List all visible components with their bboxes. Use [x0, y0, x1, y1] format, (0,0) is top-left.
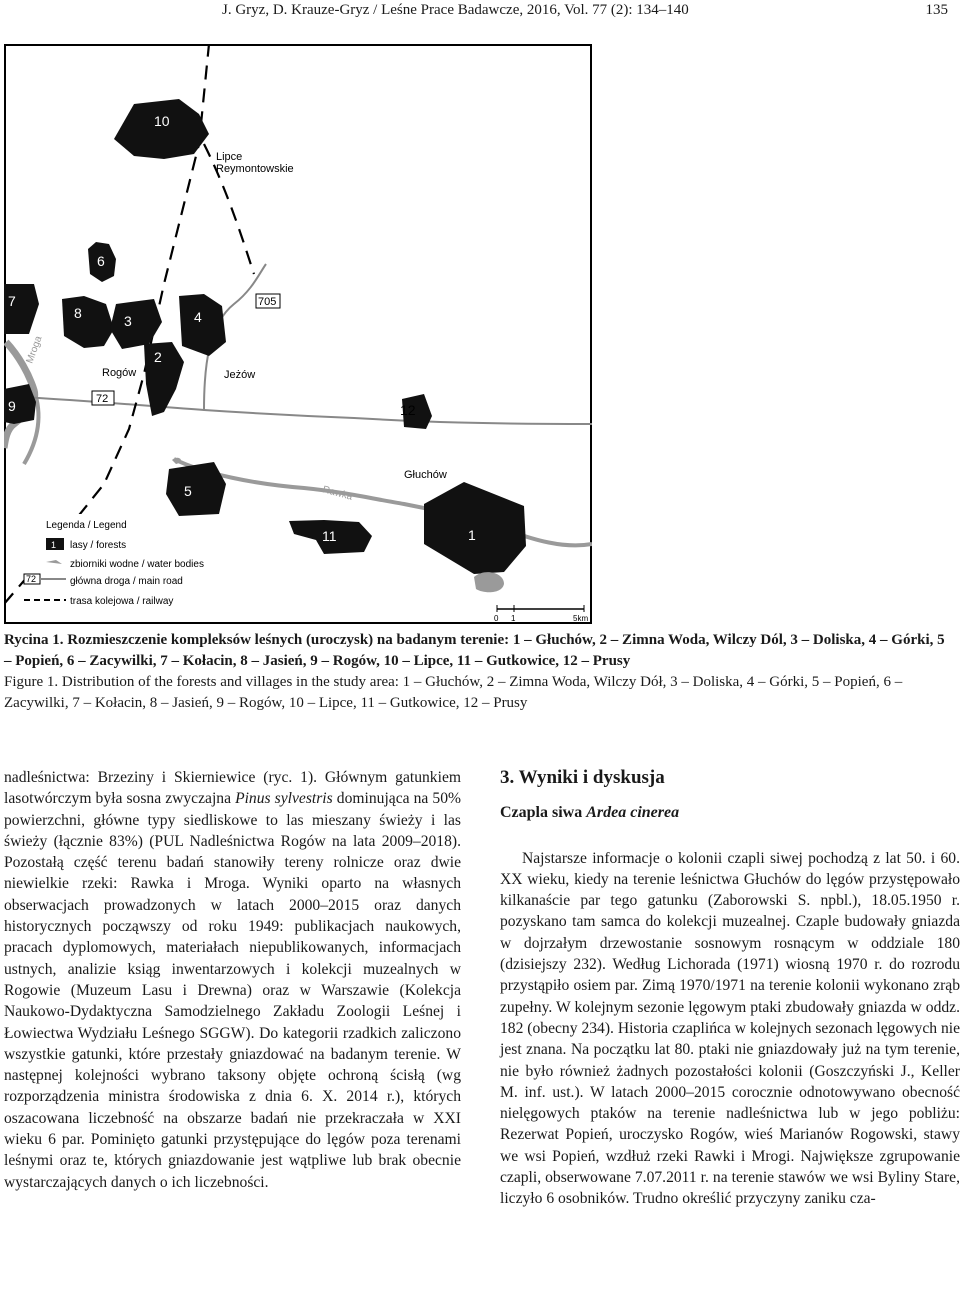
left-column	[4, 767, 461, 1193]
caption-english: Figure 1. Distribution of the forests and villages in the study area: 1 – Głuchów, 2 – Zimna Woda, Wilczy Dół, 3 – Doliska, 4 – Górki, 5 – Popień, 6 – Zacywilki, 7 – Kołacin, 8 – Jasień, 9 – Rogów, 10 – Lipce, 11 – Gutkowice, 12 – Prusy	[4, 674, 903, 711]
village-lipce-2: Reymontowskie	[216, 163, 294, 175]
village-gluchow: Głuchów	[404, 469, 447, 481]
species-ardea: Ardea cinerea	[586, 804, 680, 822]
left-text-1: nadleśnictwa: Brzeziny i Skierniewice (ryc. 1). Głównym gatunkiem lasotwórczym była sosna zwyczajna	[4, 769, 461, 808]
legend-road-number: 72	[26, 574, 37, 584]
right-paragraph: Najstarsze informacje o kolonii czapli siwej pochodzą z lat 50. i 60. XX wieku, kiedy na terenie leśnictwa Głuchów do lęgów przystępowało kilkanaście par tego gatunku (Zaborowski S. npbl.), 18.05.1950 r. pozyskano tam samca do kolekcji muzealnej. Czaple budowały gniazda w dojrzałym drzewostanie sosnowym rosnącym w oddziale 180 (dzisiejszy 232). Według Lichorada (1971) wiosną 1970 r. do rozrodu przystąpiło osiem par. Zimą 1970/1971 na terenie kolonii wykonano zrąb zupełny. W kolejnym sezonie lęgowym ptaki zbudowały gniazda w oddz. 182 (obecny 234). Historia czaplińca w kolejnych sezonach lęgowych nie jest znana. Na początku lat 80. ptaki nie gniazdowały już na tym terenie, nie było również żadnych pozostałości kolonii (Goszczyński J., Keller M. inf. ust.). W latach 2000–2015 corocznie odnotowywano obecność nielęgowych ptaków na terenie nadleśnictwa lub w jego pobliżu: Rezerwat Popień, uroczysko Rogów, wieś Marianów Rogowski, stawy we wsi Popień, wzdłuż rzeki Rawki i Mrogi. Największe zgrupowanie czapli, obserwowane 7.07.2011 r. na terenie stawów we wsi Byliny Stare, liczyło 6 osobników. Trudno określić przyczyny zaniku cza-	[500, 849, 960, 1208]
road-sign-72: 72	[96, 393, 109, 405]
legend-water: zbiorniki wodne / water bodies	[70, 559, 204, 570]
forest-label-2: 2	[154, 349, 162, 365]
forest-label-3: 3	[124, 313, 132, 329]
river-label-rawka: Rawka	[321, 484, 354, 503]
legend-railway: trasa kolejowa / railway	[70, 596, 174, 607]
legend-forest-number: 1	[51, 540, 57, 550]
legend-title: Legenda / Legend	[46, 520, 127, 531]
subheading-text: Czapla siwa	[500, 804, 587, 822]
forest-label-6: 6	[97, 253, 105, 269]
scale-label-0: 0	[494, 614, 499, 623]
forest-label-7: 7	[8, 293, 16, 309]
forest-5	[166, 462, 226, 516]
page-header	[0, 0, 960, 22]
forest-label-11: 11	[322, 528, 337, 544]
legend-forests: lasy / forests	[70, 540, 127, 551]
left-paragraph	[4, 767, 461, 1193]
caption-polish: Rycina 1. Rozmieszczenie kompleksów leśnych (uroczysk) na badanym terenie: 1 – Głuchów, 2 – Zimna Woda, Wilczy Dól, 3 – Doliska, 4 – Górki, 5 – Popień, 6 – Zacywilki, 7 – Kołacin, 8 – Jasień, 9 – Rogów, 10 – Lipce, 11 – Gutkowice, 12 – Prusy	[4, 632, 945, 669]
forest-label-4: 4	[194, 309, 202, 325]
forest-label-8: 8	[74, 305, 82, 321]
right-column	[500, 767, 960, 1210]
subsection-heading	[500, 802, 960, 823]
village-jezow: Jeżów	[224, 369, 256, 381]
scale-label-1: 1	[511, 614, 516, 623]
journal-citation: J. Gryz, D. Krauze-Gryz / Leśne Prace Badawcze, 2016, Vol. 77 (2): 134–140	[222, 2, 689, 18]
forest-label-9: 9	[8, 398, 16, 414]
road-sign-705: 705	[258, 296, 277, 308]
left-text-2: dominująca na 50% powierzchni, główne typy siedliskowe to las mieszany świeży i las świeży (łącznie 83%) (PUL Nadleśnictwa Rogów na lata 2009–2018). Pozostałą część terenu badań stanowiły tereny rolnicze oraz dwie niewielkie rzeki: Rawka i Mroga. Wyniki oparto na własnych obserwacjach prowadzonych w latach 2000–2015 oraz danych historycznych począwszy od roku 1949: publikacjach naukowych, pracach dyplomowych, materiałach niepublikowanych, informacjach ustnych, analizie ksiąg inwentarzowych i kolekcji muzealnych w Rogowie (Muzeum Lasu i Drewna) oraz w Warszawie (Kolekcja Naukowo-Dydaktyczna Samodzielnego Zakładu Zoologii Leśnej i Łowiectwa Wydziału Leśnego SGGW). Do kategorii rzadkich zaliczono wszystkie gatunki, które przestały gniazdować na badanym terenie. W następnej kolejności wybrano taksony objęte ochroną ścisłą (wg rozporządzenia ministra środowiska z dnia 6. X. 2014 r.), których oszacowana liczebność na obszarze badań nie przekraczała w XXI wieku 6 par. Pominięto gatunki przystępujące do lęgów poza terenami leśnymi oraz te, których gniazdowanie jest wątpliwe lub brak obecnie wystarczających danych o ich liczebności.	[4, 790, 461, 1191]
village-rogow: Rogów	[102, 367, 137, 379]
river-label-mroga: Mroga	[24, 334, 45, 366]
species-pinus: Pinus sylvestris	[235, 790, 333, 808]
forest-label-1: 1	[468, 527, 476, 543]
section-heading: 3. Wyniki i dyskusja	[500, 767, 665, 788]
map-svg	[4, 44, 592, 624]
village-lipce: Lipce	[216, 151, 243, 163]
scale-label-5: 5km	[573, 614, 589, 623]
forest-label-10: 10	[154, 113, 170, 129]
forest-label-12: 12	[400, 402, 416, 418]
page-number: 135	[925, 2, 948, 18]
legend-road: główna droga / main road	[70, 576, 183, 587]
study-area-map	[4, 44, 592, 624]
forest-label-5: 5	[184, 483, 192, 499]
figure-caption	[4, 630, 954, 714]
